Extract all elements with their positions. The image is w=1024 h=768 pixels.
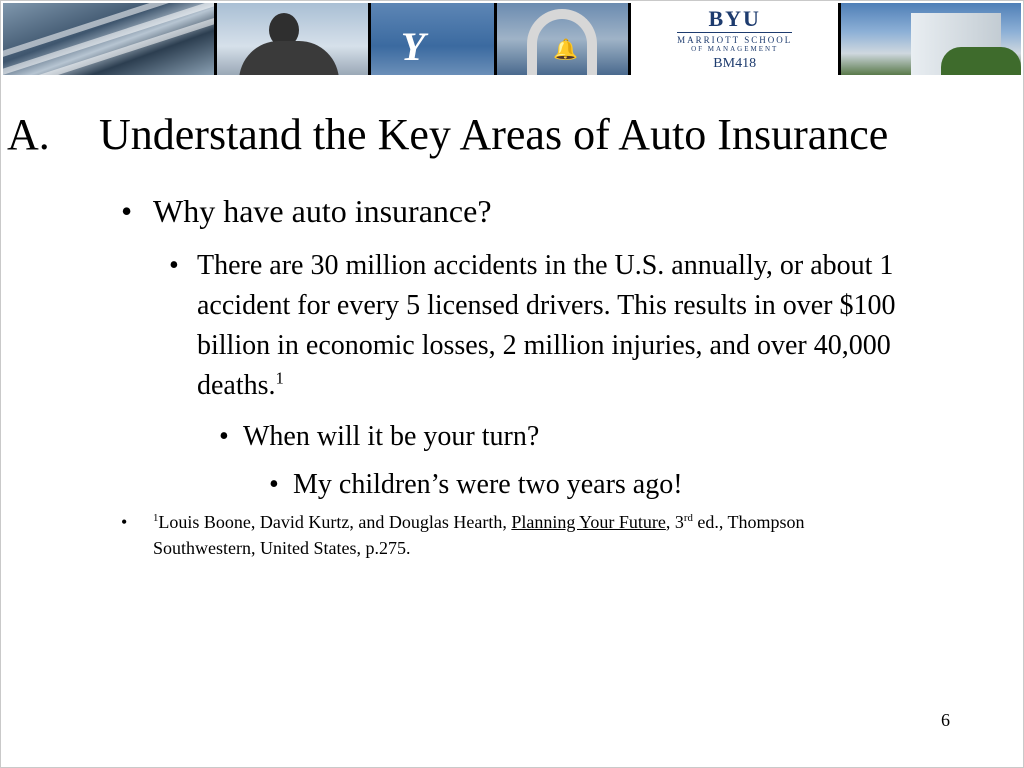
logo-management: OF MANAGEMENT xyxy=(691,44,779,53)
banner-photo-bell-arch xyxy=(497,3,628,75)
bullet-level1-text: Why have auto insurance? xyxy=(153,193,492,229)
bullet-level1 xyxy=(121,191,492,231)
course-code: BM418 xyxy=(713,55,757,71)
title-text: Understand the Key Areas of Auto Insurance xyxy=(99,110,889,159)
banner-photo-campus-building xyxy=(841,3,1021,75)
banner-photo-y-mountain: Y xyxy=(371,3,494,75)
banner-photo-statue xyxy=(217,3,368,75)
footnote-ref: 1 xyxy=(275,368,284,388)
bullet-icon: • xyxy=(269,469,279,500)
bullet-level4 xyxy=(269,467,683,503)
bullet-level4-text: My children’s were two years ago! xyxy=(293,469,683,500)
banner-photo-building-glass xyxy=(3,3,214,75)
header-banner xyxy=(3,3,1021,75)
logo-school: MARRIOTT SCHOOL xyxy=(677,32,792,45)
logo-byu: BYU xyxy=(708,5,761,31)
footnote-text: $^1$Louis Boone, David Kurtz, and Douglas Hearth, Planning Your Future, 3rd ed., Thompson Southwestern, United States, p.275. xyxy=(153,512,805,558)
title-number: A. xyxy=(7,110,50,159)
slide-title xyxy=(7,109,888,161)
footnote xyxy=(121,509,901,561)
bullet-icon: • xyxy=(219,421,229,452)
bullet-level3-text: When will it be your turn? xyxy=(243,421,540,452)
bullet-level3 xyxy=(219,419,539,455)
bell-icon: 🔔 xyxy=(553,39,578,61)
bullet-icon: • xyxy=(121,512,128,532)
footnote-marker: 1 xyxy=(153,512,159,524)
bullet-icon: • xyxy=(169,250,179,281)
bullet-icon: • xyxy=(121,193,133,229)
bullet-level2 xyxy=(169,246,909,406)
book-title: Planning Your Future xyxy=(511,512,666,532)
byu-marriott-logo xyxy=(631,3,838,75)
bullet-level2-text: There are 30 million accidents in the U.S. annually, or about 1 accident for every 5 licensed drivers. This results in over $100 billion in economic losses, 2 million injuries, and over 40,000 deaths.$^1$ xyxy=(197,250,896,401)
slide-number: 6 xyxy=(941,710,950,730)
